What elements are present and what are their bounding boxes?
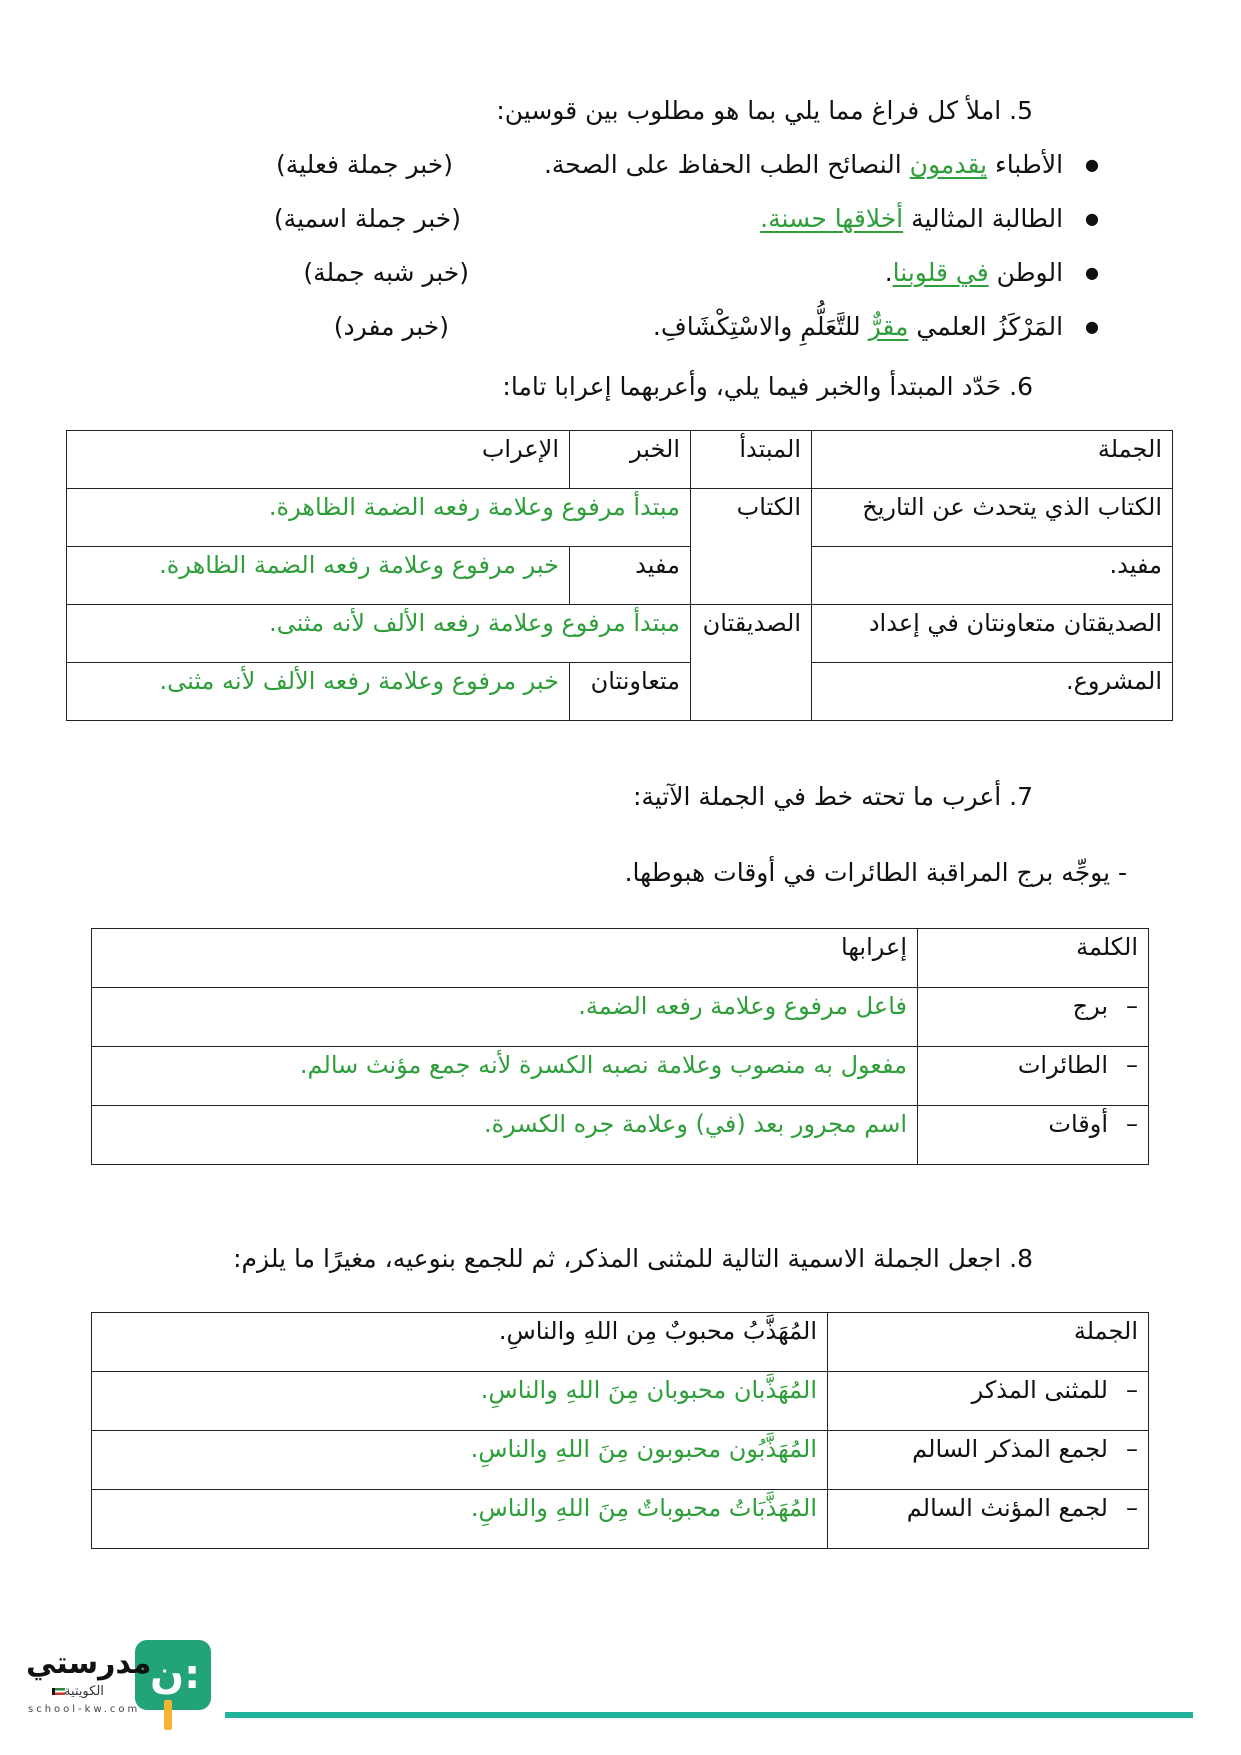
table-row xyxy=(92,1372,1149,1431)
header-predicate: الخبر xyxy=(570,431,691,489)
q8-title: 8. اجعل الجملة الاسمية التالية للمثنى المذكر، ثم للجمع بنوعيه، مغيرًا ما يلزم: xyxy=(233,1244,1033,1273)
table-row xyxy=(92,1490,1149,1549)
q5-item-1: ● الأطباء يقدمون النصائح الطب الحفاظ على الصحة. xyxy=(544,150,1099,179)
logo-url: school-kw.com xyxy=(28,1704,141,1715)
logo-pencil-icon xyxy=(164,1700,172,1730)
subject-1: الكتاب xyxy=(691,489,812,605)
q8-label-1: – للمثنى المذكر xyxy=(828,1372,1149,1431)
logo-name: مدرستي xyxy=(26,1646,152,1681)
sentence-2a: الصديقتان متعاونتان في إعداد xyxy=(812,605,1173,663)
q5-answer-1: يقدمون xyxy=(909,150,988,179)
q8-label-2: – لجمع المذكر السالم xyxy=(828,1431,1149,1490)
q5-answer-3: في قلوبنا xyxy=(892,258,989,287)
table-row xyxy=(92,988,1149,1047)
table-row xyxy=(92,1047,1149,1106)
table-row xyxy=(92,1431,1149,1490)
table-row xyxy=(67,489,1173,547)
parse-predicate-2: خبر مرفوع وعلامة رفعه الألف لأنه مثنى. xyxy=(67,663,570,721)
word-2: – الطائرات xyxy=(918,1047,1149,1106)
q7-table xyxy=(91,928,1149,1165)
table-row xyxy=(67,431,1173,489)
q5-item-2: ● الطالبة المثالية أخلاقها حسنة. xyxy=(760,204,1099,233)
logo-subtitle: الكويتية xyxy=(64,1684,104,1699)
q5-answer-2: أخلاقها حسنة. xyxy=(760,204,904,233)
header-word: الكلمة xyxy=(918,929,1149,988)
parse-subject-2: مبتدأ مرفوع وعلامة رفعه الألف لأنه مثنى. xyxy=(67,605,691,663)
footer-divider xyxy=(225,1712,1193,1718)
q8-header-sentence: المُهَذَّبُ محبوبٌ مِن اللهِ والناسِ. xyxy=(92,1313,828,1372)
table-row xyxy=(67,663,1173,721)
q5-item-3: ● الوطن في قلوبنا. xyxy=(885,258,1099,287)
header-subject: المبتدأ xyxy=(691,431,812,489)
q7-sentence: - يوجِّه برج المراقبة الطائرات في أوقات هبوطها. xyxy=(624,858,1127,887)
word-1: – برج xyxy=(918,988,1149,1047)
parse-predicate-1: خبر مرفوع وعلامة رفعه الضمة الظاهرة. xyxy=(67,547,570,605)
word-3: – أوقات xyxy=(918,1106,1149,1165)
q6-table xyxy=(66,430,1173,721)
header-word-parsing: إعرابها xyxy=(92,929,918,988)
q5-hint-2: (خبر جملة اسمية) xyxy=(273,204,461,233)
q8-label-3: – لجمع المؤنث السالم xyxy=(828,1490,1149,1549)
q8-value-2: المُهَذَّبُون محبوبون مِنَ اللهِ والناسِ. xyxy=(92,1431,828,1490)
q8-value-1: المُهَذَّبان محبوبان مِنَ اللهِ والناسِ. xyxy=(92,1372,828,1431)
q6-title: 6. حَدّد المبتدأ والخبر فيما يلي، وأعربهما إعرابا تاما: xyxy=(502,372,1033,401)
q8-header-label: الجملة xyxy=(828,1313,1149,1372)
parse-subject-1: مبتدأ مرفوع وعلامة رفعه الضمة الظاهرة. xyxy=(67,489,691,547)
word-parsing-3: اسم مجرور بعد (في) وعلامة جره الكسرة. xyxy=(92,1106,918,1165)
q5-hint-1: (خبر جملة فعلية) xyxy=(275,150,453,179)
logo-face: ن: xyxy=(150,1652,201,1698)
sentence-1a: الكتاب الذي يتحدث عن التاريخ xyxy=(812,489,1173,547)
sentence-2b: المشروع. xyxy=(812,663,1173,721)
predicate-1: مفيد xyxy=(570,547,691,605)
table-row xyxy=(92,1313,1149,1372)
q5-title: 5. املأ كل فراغ مما يلي بما هو مطلوب بين قوسين: xyxy=(496,96,1033,125)
q8-table xyxy=(91,1312,1149,1549)
table-row xyxy=(67,605,1173,663)
q5-item-4: ● المَرْكَزُ العلمي مقرٌّ للتَّعَلُّمِ والاسْتِكْشَافِ. xyxy=(653,312,1099,341)
predicate-2: متعاونتان xyxy=(570,663,691,721)
q5-hint-4: (خبر مفرد) xyxy=(333,312,449,341)
table-row xyxy=(67,547,1173,605)
q5-hint-3: (خبر شبه جملة) xyxy=(303,258,469,287)
q7-title: 7. أعرب ما تحته خط في الجملة الآتية: xyxy=(632,782,1033,811)
word-parsing-1: فاعل مرفوع وعلامة رفعه الضمة. xyxy=(92,988,918,1047)
sentence-1b: مفيد. xyxy=(812,547,1173,605)
q5-answer-4: مقرٌّ xyxy=(868,312,909,341)
header-parsing: الإعراب xyxy=(67,431,570,489)
table-row xyxy=(92,1106,1149,1165)
q8-value-3: المُهَذَّبَاتُ محبوباتٌ مِنَ اللهِ والناسِ. xyxy=(92,1490,828,1549)
word-parsing-2: مفعول به منصوب وعلامة نصبه الكسرة لأنه جمع مؤنث سالم. xyxy=(92,1047,918,1106)
subject-2: الصديقتان xyxy=(691,605,812,721)
header-sentence: الجملة xyxy=(812,431,1173,489)
table-row xyxy=(92,929,1149,988)
